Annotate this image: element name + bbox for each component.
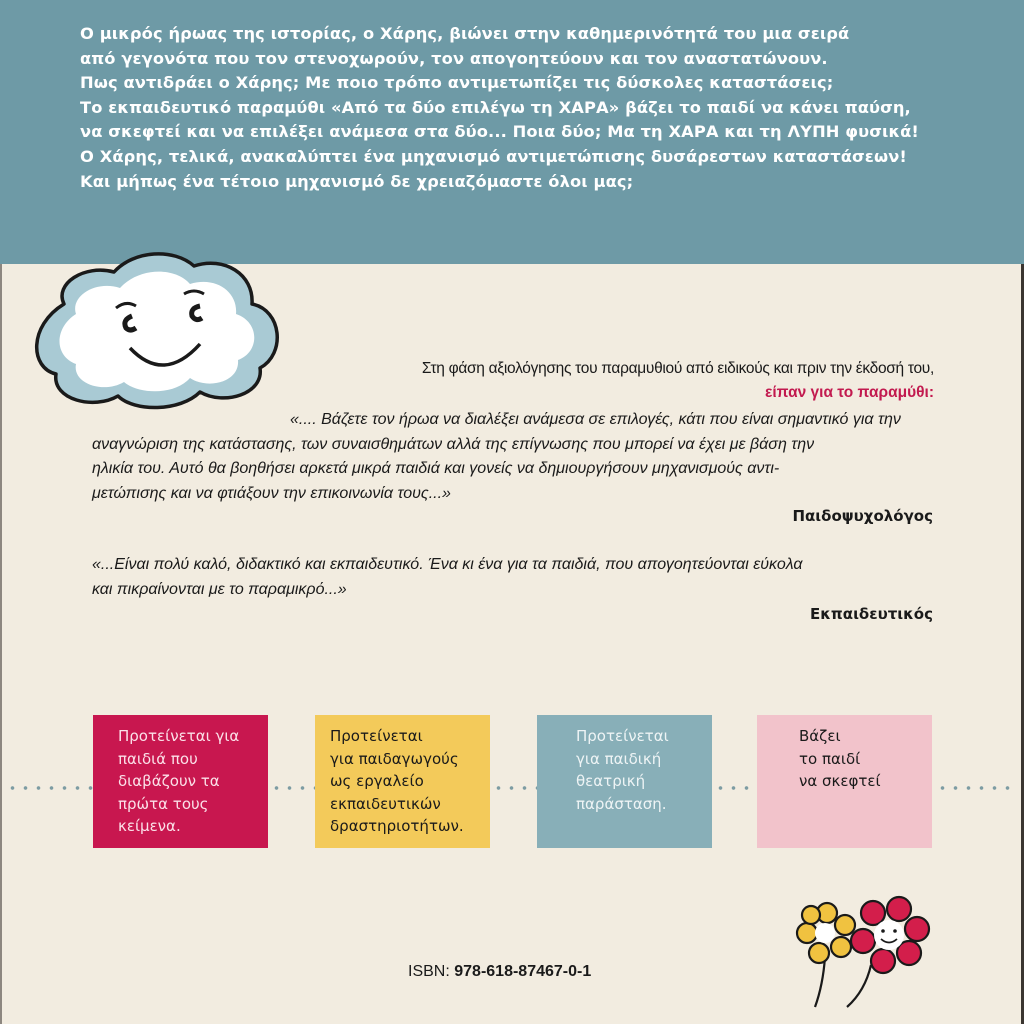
dotted-divider [936, 786, 1016, 790]
feature-line: κείμενα. [118, 817, 181, 835]
feature-box-think [757, 715, 932, 848]
review-quote-educator [92, 553, 937, 602]
summary-line: να σκεφτεί και να επιλέξει ανάμεσα στα δύο... Ποια δύο; Μα τη ΧΑΡΑ και τη ΛΥΠΗ φυσικά! [80, 122, 919, 142]
feature-line: Προτείνεται [330, 727, 423, 745]
feature-line: για παιδική [576, 749, 662, 768]
quote-line: και πικραίνονται με το παραμικρό...» [92, 580, 347, 598]
summary-line: Ο μικρός ήρωας της ιστορίας, ο Χάρης, βιώνει στην καθημερινότητά του μια σειρά [80, 24, 850, 43]
dotted-divider [6, 786, 93, 790]
review-author-psychologist: Παιδοψυχολόγος [792, 507, 933, 525]
feature-line: να σκεφτεί [799, 772, 881, 790]
summary-header [0, 0, 1024, 264]
isbn [408, 963, 591, 981]
feature-line: Προτείνεται [576, 727, 669, 745]
feature-line: το παιδί [799, 749, 861, 768]
feature-line: δραστηριοτήτων. [330, 817, 464, 835]
summary-line: Πως αντιδράει ο Χάρης; Με ποιο τρόπο αντιμετωπίζει τις δύσκολες καταστάσεις; [80, 73, 834, 93]
review-quote-psychologist [92, 408, 937, 506]
dotted-divider [270, 786, 315, 790]
feature-box-educators [315, 715, 490, 848]
quote-line: αναγνώριση της κατάστασης, των συναισθημάτων αλλά της επίγνωσης που μπορεί να έχει με βάση την [92, 435, 815, 453]
feature-line: εκπαιδευτικών [330, 794, 441, 813]
quote-line: μετώπισης και να φτιάξουν την επικοινωνία τους...» [92, 484, 451, 502]
summary-text [80, 22, 1000, 194]
reviews-intro-text: Στη φάση αξιολόγησης του παραμυθιού από ειδικούς και πριν την έκδοσή του, [421, 360, 934, 377]
summary-line: Ο Χάρης, τελικά, ανακαλύπτει ένα μηχανισμό αντιμετώπισης δυσάρεστων καταστάσεων! [80, 146, 907, 166]
summary-line: από γεγονότα που τον στενοχωρούν, τον απογοητεύουν και τον αναστατώνουν. [80, 48, 828, 68]
smiling-cloud-icon [24, 244, 294, 414]
feature-line: πρώτα τους [118, 794, 209, 813]
isbn-value: 978-618-87467-0-1 [454, 963, 592, 980]
dotted-divider [714, 786, 757, 790]
feature-box-theatre [537, 715, 712, 848]
summary-line: Και μήπως ένα τέτοιο μηχανισμό δε χρειαζόμαστε όλοι μας; [80, 171, 634, 191]
quote-line: «.... Βάζετε τον ήρωα να διαλέξει ανάμεσα σε επιλογές, κάτι που είναι σημαντικό για την [290, 411, 901, 428]
reviews-intro [422, 360, 934, 402]
feature-line: για παιδαγωγούς [330, 749, 459, 768]
quote-line: ηλικία του. Αυτό θα βοηθήσει αρκετά μικρά παιδιά και γονείς να δημιουργήσουν μηχανισμούς αντι- [92, 460, 780, 477]
isbn-label: ISBN: [408, 963, 450, 980]
feature-line: θεατρική [576, 772, 646, 790]
feature-line: διαβάζουν τα [118, 772, 220, 790]
feature-line: Βάζει [799, 727, 841, 745]
feature-line: Προτείνεται για [118, 727, 240, 745]
dotted-divider [492, 786, 537, 790]
feature-line: παιδιά που [118, 749, 198, 768]
review-author-educator: Εκπαιδευτικός [810, 605, 933, 623]
reviews-intro-highlight: είπαν για το παραμύθι: [764, 384, 934, 401]
flowers-icon [795, 895, 945, 1015]
feature-line: παράσταση. [576, 794, 667, 813]
quote-line: «...Είναι πολύ καλό, διδακτικό και εκπαιδευτικό. Ένα κι ένα για τα παιδιά, που απογοητεύονται εύκολα [92, 556, 803, 573]
summary-line: Το εκπαιδευτικό παραμύθι «Από τα δύο επιλέγω τη ΧΑΡΑ» βάζει το παιδί να κάνει παύση, [80, 97, 911, 117]
feature-line: ως εργαλείο [330, 772, 424, 790]
feature-box-early-readers [93, 715, 268, 848]
